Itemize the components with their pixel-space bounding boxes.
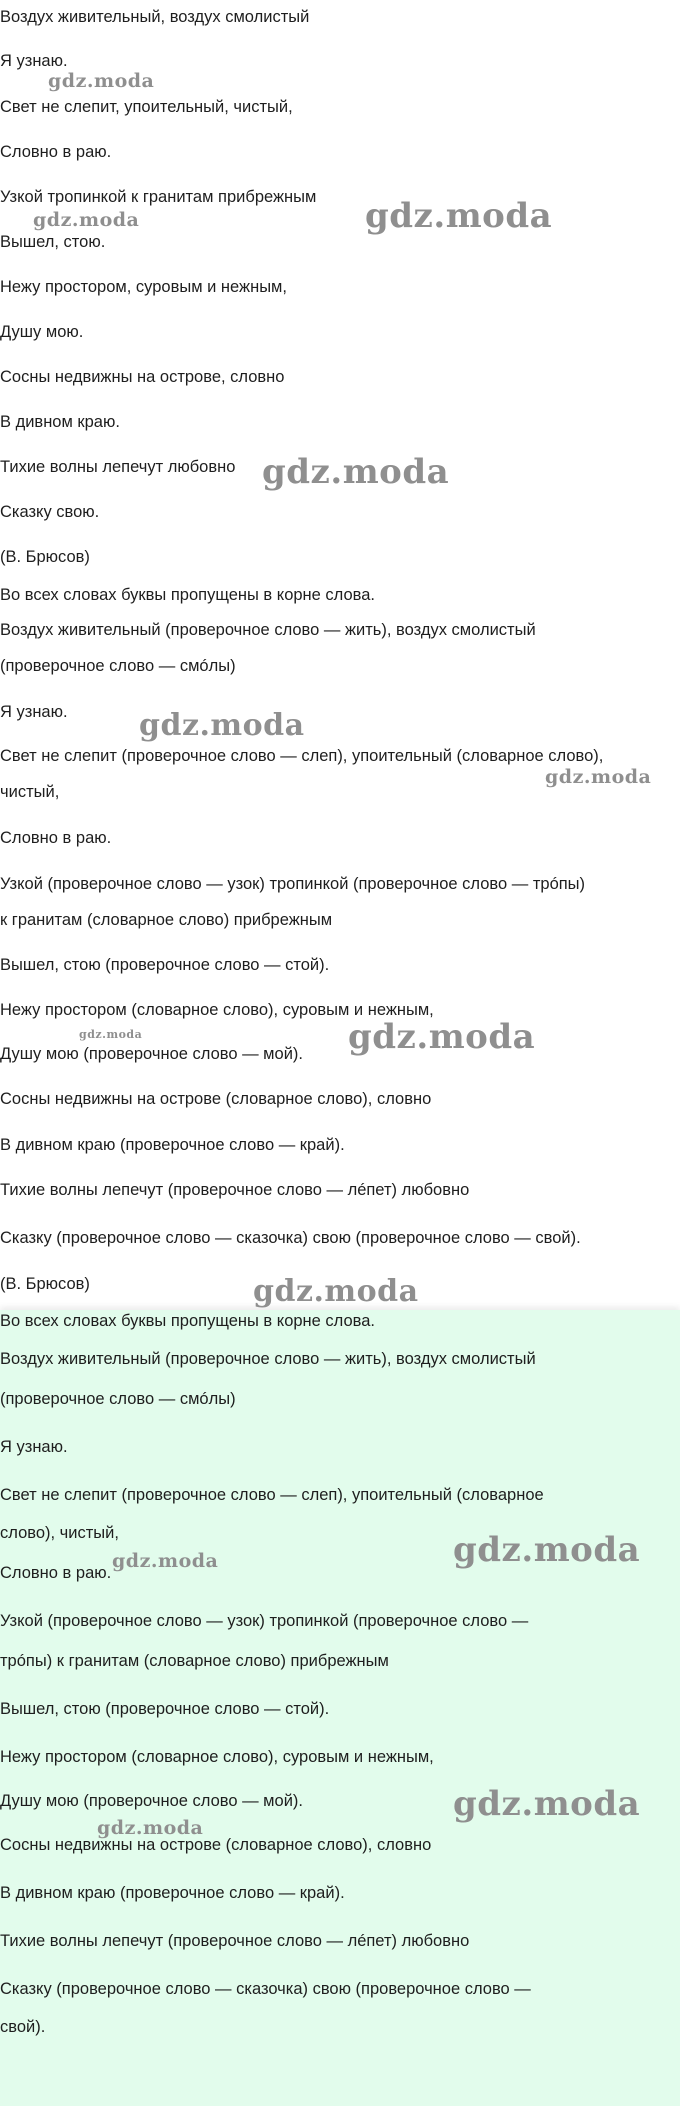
answer-line: Тихие волны лепечут (проверочное слово — лéпет) любовно [0,1932,470,1950]
analysis-line: Нежу простором (словарное слово), суровым и нежным, [0,1001,434,1019]
answer-panel [0,1310,680,2106]
answer-line: Нежу простором (словарное слово), суровым и нежным, [0,1748,434,1766]
watermark-logo: gdz.moda [365,196,553,236]
poem-author: (В. Брюсов) [0,548,90,566]
poem-line: Воздух живительный, воздух смолистый [0,8,310,26]
answer-line: Вышел, стою (проверочное слово — стой). [0,1700,330,1718]
answer-line: В дивном краю (проверочное слово — край). [0,1884,345,1902]
analysis-line: (проверочное слово — смóлы) [0,657,236,675]
answer-line: Свет не слепит (проверочное слово — слеп), упоительный (словарное [0,1486,544,1504]
poem-line: Словно в раю. [0,143,112,161]
answer-line: Узкой (проверочное слово — узок) тропинкой (проверочное слово — [0,1612,529,1630]
poem-line: Вышел, стою. [0,233,106,251]
poem-line: Сказку свою. [0,503,100,521]
analysis-line: чистый, [0,783,60,801]
watermark-logo: gdz.moda [453,1784,641,1824]
analysis-line: Свет не слепит (проверочное слово — слеп), упоительный (словарное слово), [0,747,604,765]
analysis-line: Я узнаю. [0,703,68,721]
analysis-line: Узкой (проверочное слово — узок) тропинкой (проверочное слово — трóпы) [0,875,586,893]
watermark-logo: gdz.moda [33,209,140,231]
answer-line: Сосны недвижны на острове (словарное слово), словно [0,1836,432,1854]
watermark-logo: gdz.moda [48,70,155,92]
answer-line: слово), чистый, [0,1524,119,1542]
analysis-line: Сказку (проверочное слово — сказочка) свою (проверочное слово — свой). [0,1229,581,1247]
poem-line: Узкой тропинкой к гранитам прибрежным [0,188,317,206]
watermark-logo: gdz.moda [348,1017,536,1057]
watermark-logo: gdz.moda [262,452,450,492]
poem-line: Тихие волны лепечут любовно [0,458,236,476]
analysis-line: Воздух живительный (проверочное слово — жить), воздух смолистый [0,621,536,639]
answer-line: свой). [0,2018,46,2036]
analysis-line: В дивном краю (проверочное слово — край). [0,1136,345,1154]
poem-line: Нежу простором, суровым и нежным, [0,278,287,296]
watermark-logo: gdz.moda [112,1550,219,1572]
analysis-line: Душу мою (проверочное слово — мой). [0,1045,303,1063]
watermark-logo: gdz.moda [545,766,652,788]
answer-line: Словно в раю. [0,1564,112,1582]
answer-intro: Во всех словах буквы пропущены в корне слова. [0,1312,375,1330]
analysis-intro: Во всех словах буквы пропущены в корне слова. [0,586,375,604]
answer-line: Сказку (проверочное слово — сказочка) свою (проверочное слово — [0,1980,531,1998]
poem-line: В дивном краю. [0,413,120,431]
watermark-logo: gdz.moda [453,1530,641,1570]
watermark-logo: gdz.moda [139,708,305,743]
analysis-line: Тихие волны лепечут (проверочное слово — лéпет) любовно [0,1181,470,1199]
poem-line: Душу мою. [0,323,84,341]
poem-line: Свет не слепит, упоительный, чистый, [0,98,293,116]
poem-line: Сосны недвижны на острове, словно [0,368,285,386]
analysis-line: Сосны недвижны на острове (словарное слово), словно [0,1090,432,1108]
watermark-logo: gdz.moda [79,1028,143,1041]
answer-line: Воздух живительный (проверочное слово — жить), воздух смолистый [0,1350,536,1368]
analysis-line: к гранитам (словарное слово) прибрежным [0,911,333,929]
answer-line: трóпы) к гранитам (словарное слово) прибрежным [0,1652,389,1670]
answer-line: (проверочное слово — смóлы) [0,1390,236,1408]
poem-line: Я узнаю. [0,52,68,70]
analysis-line: Словно в раю. [0,829,112,847]
answer-line: Я узнаю. [0,1438,68,1456]
analysis-line: Вышел, стою (проверочное слово — стой). [0,956,330,974]
answer-line: Душу мою (проверочное слово — мой). [0,1792,303,1810]
watermark-logo: gdz.moda [97,1817,204,1839]
watermark-logo: gdz.moda [253,1274,419,1309]
analysis-author: (В. Брюсов) [0,1275,90,1293]
